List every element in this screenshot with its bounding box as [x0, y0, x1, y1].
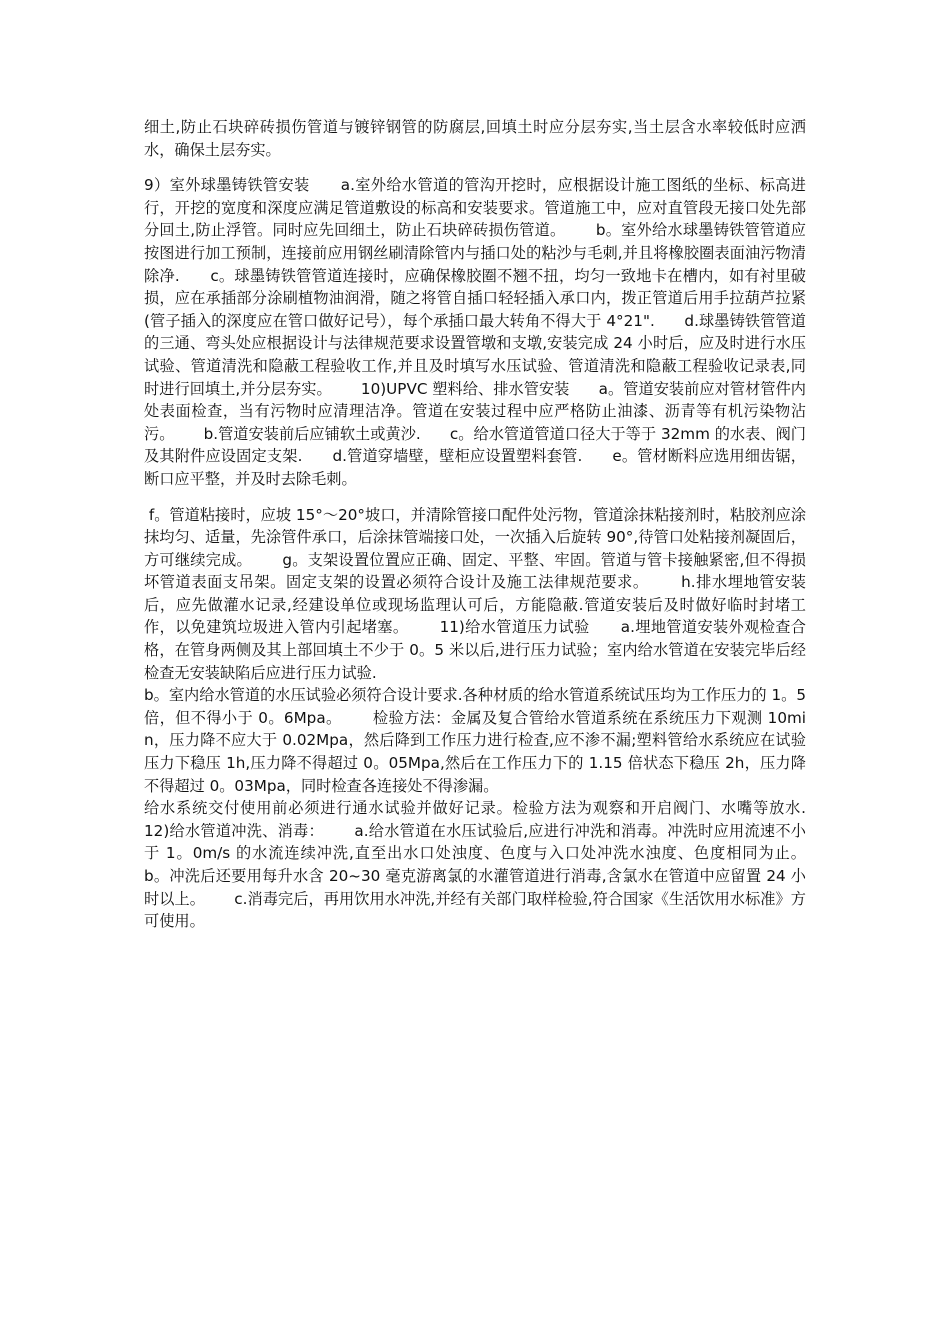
- paragraph-backfill: 细土,防止石块碎砖损伤管道与镀锌钢管的防腐层,回填土时应分层夯实,当土层含水率较低时应洒水，确保土层夯实。: [144, 118, 806, 159]
- paragraph-ductile-iron-and-upvc: 9）室外球墨铸铁管安装 a.室外给水管道的管沟开挖时，应根据设计施工图纸的坐标、标高进行，开挖的宽度和深度应满足管道敷设的标高和安装要求。管道施工中，应对直管段无接口处先部分回土,防止浮管。同时应先回细土，防止石块碎砖损伤管道。 b。室外给水球墨铸铁管管道应按图进行加工预制，连接前应用钢丝刷清除管内与插口处的粘沙与毛刺,并且将橡胶圈表面油污物清除净. c。球墨铸铁管管道连接时，应确保橡胶圈不翘不扭，均匀一致地卡在槽内，如有衬里破损，应在承插部分涂刷植物油润滑，随之将管自插口轻轻插入承口内，拨正管道后用手拉葫芦拉紧(管子插入的深度应在管口做好记号），每个承插口最大转角不得大于 4°21". d.球墨铸铁管管道的三通、弯头处应根据设计与法律规范要求设置管墩和支墩,安装完成 24 小时后，应及时进行水压试验、管道清洗和隐蔽工程验收工作,并且及时填写水压试验、管道清洗和隐蔽工程验收记录表,同时进行回填土,并分层夯实。 10)UPVC 塑料给、排水管安装 a。管道安装前应对管材管件内处表面检查，当有污物时应清理洁净。管道在安装过程中应严格防止油漆、沥青等有机污染物沾污。 b.管道安装前后应铺软土或黄沙. c。给水管道管道口径大于等于 32mm 的水表、阀门及其附件应设固定支架. d.管道穿墙壁，壁柜应设置塑料套管. e。管材断料应选用细齿锯，断口应平整，并及时去除毛刺。: [144, 176, 806, 488]
- document-page: [144, 116, 806, 933]
- paragraph-bonding-testing-flushing: f。管道粘接时，应坡 15°～20°坡口，并清除管接口配件处污物，管道涂抹粘接剂时，粘胶剂应涂抹均匀、适量，先涂管件承口，后涂抹管端接口处，一次插入后旋转 90°,待管口处粘接剂凝固后，方可继续完成。 g。支架设置位置应正确、固定、平整、牢固。管道与管卡接触紧密,但不得损坏管道表面支吊架。固定支架的设置必须符合设计及施工法律规范要求。 h.排水埋地管安装后，应先做灌水记录,经建设单位或现场监理认可后，方能隐蔽.管道安装后及时做好临时封堵工作，以免建筑垃圾进入管内引起堵塞。 11)给水管道压力试验 a.埋地管道安装外观检查合格，在管身两侧及其上部回填土不少于 0。5 米以后,进行压力试验；室内给水管道在安装完毕后经检查无安装缺陷后应进行压力试验. b。室内给水管道的水压试验必须符合设计要求.各种材质的给水管道系统试压均为工作压力的 1。5 倍，但不得小于 0。6Mpa。 检验方法：金属及复合管给水管道系统在系统压力下观测 10min，压力降不应大于 0.02Mpa，然后降到工作压力进行检查,应不渗不漏;塑料管给水系统应在试验压力下稳压 1h,压力降不得超过 0。05Mpa,然后在工作压力下的 1.15 倍状态下稳压 2h，压力降不得超过 0。03Mpa，同时检查各连接处不得渗漏。 给水系统交付使用前必须进行通水试验并做好记录。检验方法为观察和开启阀门、水嘴等放水. 12)给水管道冲洗、消毒： a.给水管道在水压试验后,应进行冲洗和消毒。冲洗时应用流速不小于 1。0m/s 的水流连续冲洗,直至出水口处浊度、色度与入口处冲洗水浊度、色度相同为止。 b。冲洗后还要用每升水含 20~30 毫克游离氯的水灌管道进行消毒,含氯水在管道中应留置 24 小时以上。 c.消毒完后，再用饮用水冲洗,并经有关部门取样检验,符合国家《生活饮用水标准》方可使用。: [144, 505, 807, 931]
